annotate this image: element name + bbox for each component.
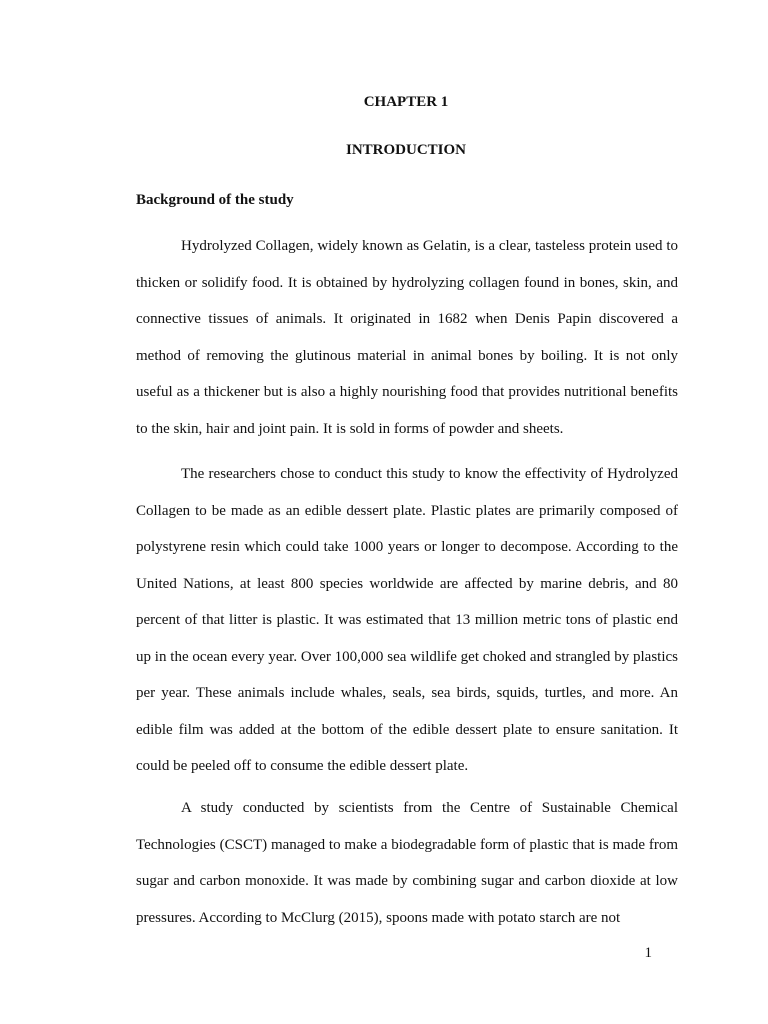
section-heading: INTRODUCTION: [345, 142, 466, 158]
chapter-heading: CHAPTER 1: [363, 94, 449, 110]
paragraph-3: A study conducted by scientists from the Centre of Sustainable Chemical Technologies (CSCT) managed to make a biodegradable form of plastic that is made from sugar and carbon monoxide. It was made by combining sugar and carbon dioxide at low pressures. According to McClurg (2015), spoons made with potato starch are not: [136, 800, 678, 926]
paragraph-1: Hydrolyzed Collagen, widely known as Gelatin, is a clear, tasteless protein used to thicken or solidify food. It is obtained by hydrolyzing collagen found in bones, skin, and connective tissues of animals. It originated in 1682 when Denis Papin discovered a method of removing the glutinous material in animal bones by boiling. It is not only useful as a thickener but is also a highly nourishing food that provides nutritional benefits to the skin, hair and joint pain. It is sold in forms of powder and sheets.: [136, 238, 678, 437]
page-number: 1: [644, 945, 652, 961]
paragraph-2: The researchers chose to conduct this study to know the effectivity of Hydrolyzed Collagen to be made as an edible dessert plate. Plastic plates are primarily composed of polystyrene resin which could take 1000 years or longer to decompose. According to the United Nations, at least 800 species worldwide are affected by marine debris, and 80 percent of that litter is plastic. It was estimated that 13 million metric tons of plastic end up in the ocean every year. Over 100,000 sea wildlife get choked and strangled by plastics per year. These animals include whales, seals, sea birds, squids, turtles, and more. An edible film was added at the bottom of the edible dessert plate to ensure sanitation. It could be peeled off to consume the edible dessert plate.: [136, 466, 678, 774]
subsection-heading: Background of the study: [136, 192, 294, 208]
